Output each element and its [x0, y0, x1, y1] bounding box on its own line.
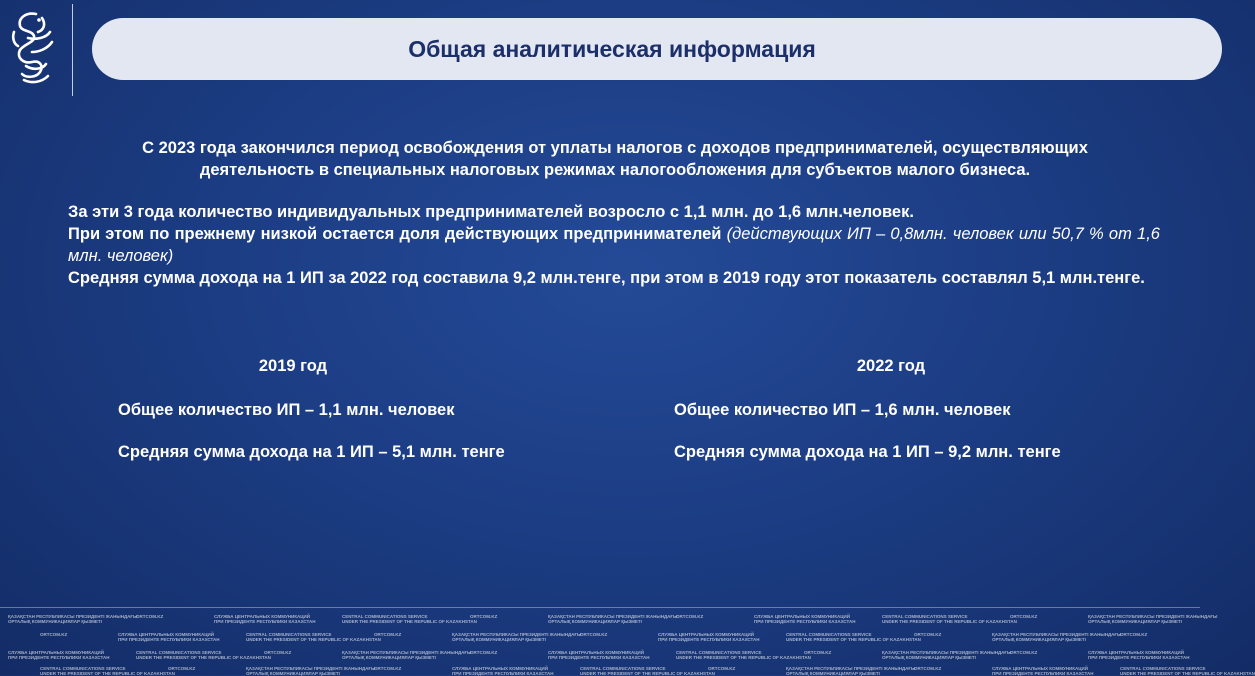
footer-watermark-text: СЛУЖБА ЦЕНТРАЛЬНЫХ КОММУНИКАЦИЙ ПРИ ПРЕЗИДЕНТЕ РЕСПУБЛИКИ КАЗАХСТАН [214, 614, 316, 624]
footer-watermark-text: ORTCOM.KZ [1010, 650, 1038, 655]
income-2022: Средняя сумма дохода на 1 ИП – 9,2 млн. тенге [674, 443, 1061, 461]
footer-watermark-text: ҚАЗАҚСТАН РЕСПУБЛИКАСЫ ПРЕЗИДЕНТІ ЖАНЫНДАҒЫ ОРТАЛЫҚ КОММУНИКАЦИЯЛАР ҚЫЗМЕТІ [246, 666, 376, 676]
footer-watermark-text: ORTCOM.KZ [40, 632, 68, 637]
comparison-2022 [674, 355, 1194, 461]
footer-watermark-text: CENTRAL COMMUNICATIONS SERVICE UNDER THE PRESIDENT OF THE REPUBLIC OF KAZAKHSTAN [1120, 666, 1255, 676]
intro-line-2: деятельность в специальных налоговых режимах налогообложения для субъектов малого бизнеса. [199, 161, 1031, 179]
footer-watermark-text: СЛУЖБА ЦЕНТРАЛЬНЫХ КОММУНИКАЦИЙ ПРИ ПРЕЗИДЕНТЕ РЕСПУБЛИКИ КАЗАХСТАН [658, 632, 760, 642]
footer-watermark-text: СЛУЖБА ЦЕНТРАЛЬНЫХ КОММУНИКАЦИЙ ПРИ ПРЕЗИДЕНТЕ РЕСПУБЛИКИ КАЗАХСТАН [548, 650, 650, 660]
footer-watermark-text: CENTRAL COMMUNICATIONS SERVICE UNDER THE PRESIDENT OF THE REPUBLIC OF KAZAKHSTAN [882, 614, 1017, 624]
footer-watermark-text: ҚАЗАҚСТАН РЕСПУБЛИКАСЫ ПРЕЗИДЕНТІ ЖАНЫНДАҒЫ ОРТАЛЫҚ КОММУНИКАЦИЯЛАР ҚЫЗМЕТІ [882, 650, 1012, 660]
footer-watermark-text: CENTRAL COMMUNICATIONS SERVICE UNDER THE PRESIDENT OF THE REPUBLIC OF KAZAKHSTAN [342, 614, 477, 624]
footer-watermark-text: CENTRAL COMMUNICATIONS SERVICE UNDER THE PRESIDENT OF THE REPUBLIC OF KAZAKHSTAN [580, 666, 715, 676]
title-banner [92, 18, 1222, 80]
stat-growth: За эти 3 года количество индивидуальных предпринимателей возросло с 1,1 млн. до 1,6 млн.человек. [68, 203, 914, 221]
footer-watermark-text: СЛУЖБА ЦЕНТРАЛЬНЫХ КОММУНИКАЦИЙ ПРИ ПРЕЗИДЕНТЕ РЕСПУБЛИКИ КАЗАХСТАН [1088, 650, 1190, 660]
stat-active-share-text: При этом по прежнему низкой остается доля действующих предпринимателей [68, 225, 722, 243]
footer-watermark-text: ORTCOM.KZ [804, 650, 832, 655]
footer-watermark-text: ҚАЗАҚСТАН РЕСПУБЛИКАСЫ ПРЕЗИДЕНТІ ЖАНЫНДАҒЫ ОРТАЛЫҚ КОММУНИКАЦИЯЛАР ҚЫЗМЕТІ [548, 614, 678, 624]
footer-watermark-text: СЛУЖБА ЦЕНТРАЛЬНЫХ КОММУНИКАЦИЙ ПРИ ПРЕЗИДЕНТЕ РЕСПУБЛИКИ КАЗАХСТАН [452, 666, 554, 676]
footer-watermark-text: СЛУЖБА ЦЕНТРАЛЬНЫХ КОММУНИКАЦИЙ ПРИ ПРЕЗИДЕНТЕ РЕСПУБЛИКИ КАЗАХСТАН [754, 614, 856, 624]
footer-watermark-text: CENTRAL COMMUNICATIONS SERVICE UNDER THE PRESIDENT OF THE REPUBLIC OF KAZAKHSTAN [246, 632, 381, 642]
footer-pattern [0, 607, 1255, 676]
footer-watermark-text: ҚАЗАҚСТАН РЕСПУБЛИКАСЫ ПРЕЗИДЕНТІ ЖАНЫНДАҒЫ ОРТАЛЫҚ КОММУНИКАЦИЯЛАР ҚЫЗМЕТІ [342, 650, 472, 660]
footer-watermark-text: CENTRAL COMMUNICATIONS SERVICE UNDER THE PRESIDENT OF THE REPUBLIC OF KAZAKHSTAN [786, 632, 921, 642]
stat-active-share-note: (действующих ИП – 0,8млн. человек или 50,7 % от 1,6 млн. человек) [68, 225, 1160, 265]
footer-watermark-text: ҚАЗАҚСТАН РЕСПУБЛИКАСЫ ПРЕЗИДЕНТІ ЖАНЫНДАҒЫ ОРТАЛЫҚ КОММУНИКАЦИЯЛАР ҚЫЗМЕТІ [786, 666, 916, 676]
footer-watermark-text: ORTCOM.KZ [1120, 632, 1148, 637]
footer-watermark-text: ORTCOM.KZ [470, 614, 498, 619]
stat-avg-income: Средняя сумма дохода на 1 ИП за 2022 год составила 9,2 млн.тенге, при этом в 2019 году этот показатель составлял 5,1 млн.тенге. [68, 269, 1145, 287]
count-2022: Общее количество ИП – 1,6 млн. человек [674, 401, 1011, 419]
intro-line-1: С 2023 года закончился период освобождения от уплаты налогов с доходов предпринимателей, осуществляющих [142, 139, 1088, 157]
header-divider [72, 4, 73, 96]
footer-watermark-text: ORTCOM.KZ [374, 632, 402, 637]
year-heading-2019: 2019 год [258, 357, 328, 375]
snow-leopard-logo-icon [6, 8, 58, 86]
footer-watermark-text: СЛУЖБА ЦЕНТРАЛЬНЫХ КОММУНИКАЦИЙ ПРИ ПРЕЗИДЕНТЕ РЕСПУБЛИКИ КАЗАХСТАН [992, 666, 1094, 676]
footer-watermark-text: ORTCOM.KZ [580, 632, 608, 637]
footer-watermark-text: ҚАЗАҚСТАН РЕСПУБЛИКАСЫ ПРЕЗИДЕНТІ ЖАНЫНДАҒЫ ОРТАЛЫҚ КОММУНИКАЦИЯЛАР ҚЫЗМЕТІ [452, 632, 582, 642]
footer-watermark-text: CENTRAL COMMUNICATIONS SERVICE UNDER THE PRESIDENT OF THE REPUBLIC OF KAZAKHSTAN [136, 650, 271, 660]
footer-watermark-text: ORTCOM.KZ [264, 650, 292, 655]
footer-watermark-text: ORTCOM.KZ [914, 666, 942, 671]
intro-paragraph [80, 137, 1150, 181]
footer-watermark-text: CENTRAL COMMUNICATIONS SERVICE UNDER THE PRESIDENT OF THE REPUBLIC OF KAZAKHSTAN [676, 650, 811, 660]
footer-watermark-text: ORTCOM.KZ [914, 632, 942, 637]
footer-watermark-text: СЛУЖБА ЦЕНТРАЛЬНЫХ КОММУНИКАЦИЙ ПРИ ПРЕЗИДЕНТЕ РЕСПУБЛИКИ КАЗАХСТАН [8, 650, 110, 660]
year-heading-2022: 2022 год [856, 357, 926, 375]
count-2019: Общее количество ИП – 1,1 млн. человек [118, 401, 455, 419]
footer-watermark-text: ҚАЗАҚСТАН РЕСПУБЛИКАСЫ ПРЕЗИДЕНТІ ЖАНЫНДАҒЫ ОРТАЛЫҚ КОММУНИКАЦИЯЛАР ҚЫЗМЕТІ [1088, 614, 1218, 624]
footer-watermark-text: ORTCOM.KZ [676, 614, 704, 619]
footer-watermark-text: ORTCOM.KZ [470, 650, 498, 655]
page-title: Общая аналитическая информация [408, 36, 816, 62]
footer-watermark-text: ORTCOM.KZ [1010, 614, 1038, 619]
income-2019: Средняя сумма дохода на 1 ИП – 5,1 млн. тенге [118, 443, 505, 461]
comparison-2019 [118, 355, 638, 461]
footer-watermark-text: ORTCOM.KZ [168, 666, 196, 671]
footer-watermark-text: ORTCOM.KZ [374, 666, 402, 671]
footer-watermark-text: ORTCOM.KZ [136, 614, 164, 619]
footer-watermark-text: ҚАЗАҚСТАН РЕСПУБЛИКАСЫ ПРЕЗИДЕНТІ ЖАНЫНДАҒЫ ОРТАЛЫҚ КОММУНИКАЦИЯЛАР ҚЫЗМЕТІ [992, 632, 1122, 642]
footer-watermark-text: CENTRAL COMMUNICATIONS SERVICE UNDER THE PRESIDENT OF THE REPUBLIC OF KAZAKHSTAN [40, 666, 175, 676]
footer-watermark-text: СЛУЖБА ЦЕНТРАЛЬНЫХ КОММУНИКАЦИЙ ПРИ ПРЕЗИДЕНТЕ РЕСПУБЛИКИ КАЗАХСТАН [118, 632, 220, 642]
footer-watermark-text: ORTCOM.KZ [708, 666, 736, 671]
stat-active-share [68, 223, 1160, 267]
stats-block [68, 201, 1160, 289]
footer-watermark-text: ҚАЗАҚСТАН РЕСПУБЛИКАСЫ ПРЕЗИДЕНТІ ЖАНЫНДАҒЫ ОРТАЛЫҚ КОММУНИКАЦИЯЛАР ҚЫЗМЕТІ [8, 614, 138, 624]
